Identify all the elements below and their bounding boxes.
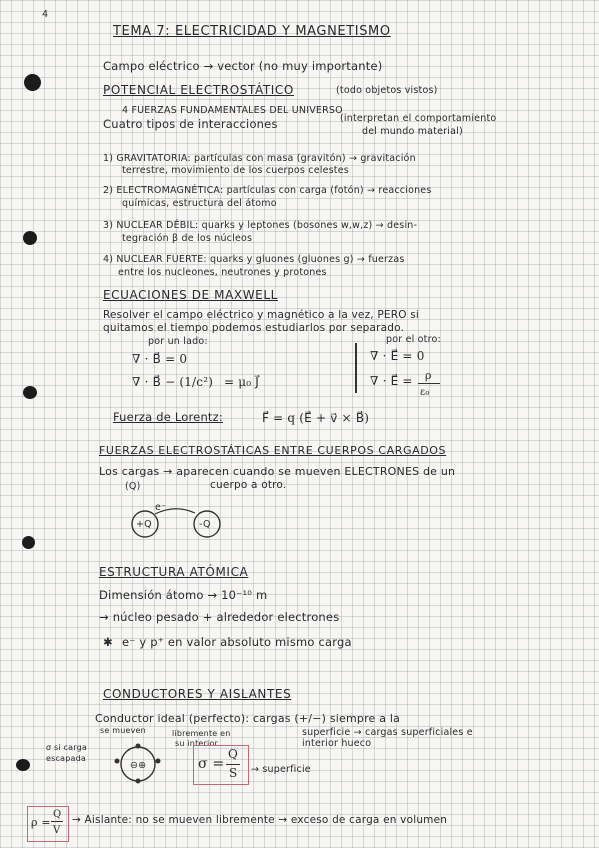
rho-numerator: Q — [53, 809, 62, 820]
maxwell-eq-div-e: ∇ · E⃗ = 0 — [370, 349, 425, 363]
fuerzas-line-1: Los cargas → aparecen cuando se mueven ELECTRONES de un — [99, 465, 456, 478]
fuerzas-line-2: cuerpo a otro. — [210, 479, 287, 491]
note-left-1: se mueven — [100, 726, 146, 735]
margin-note-2: escapada — [46, 754, 86, 763]
fraction-bar — [418, 383, 440, 384]
sigma-lhs: σ = — [198, 756, 225, 772]
conductores-line-3: interior hueco — [302, 738, 372, 749]
maxwell-eq-ampere-rhs: = μ₀ J⃗ — [224, 375, 260, 389]
por-el-otro: por el otro: — [386, 334, 441, 345]
atom-label: ⊖⊕ — [130, 760, 147, 771]
conductores-line-1: Conductor ideal (perfecto): cargas (+/−) siempre a la — [95, 712, 401, 725]
sigma-numerator: Q — [228, 747, 239, 761]
margin-note-1: σ si carga — [46, 743, 87, 752]
positive-label: +Q — [136, 519, 152, 530]
interaction-item-4b: entre los nucleones, neutrones y protones — [118, 267, 327, 278]
gauss-numerator: ρ — [425, 369, 432, 382]
page-number: 4 — [42, 9, 49, 20]
tipos-line: Cuatro tipos de interacciones — [103, 117, 278, 131]
intro-line: Campo eléctrico → vector (no muy importante) — [103, 59, 383, 73]
interaction-item-3b: tegración β de los núcleos — [122, 233, 253, 244]
rho-denominator: V — [53, 825, 61, 836]
rho-lhs: ρ = — [31, 816, 51, 829]
aislante-line: → Aislante: no se mueven libremente → exceso de carga en volumen — [72, 814, 448, 826]
estructura-line-3: e⁻ y p⁺ en valor absoluto mismo carga — [122, 635, 352, 649]
interaction-item-3: 3) NUCLEAR DÉBIL: quarks y leptones (bosones w,w,z) → desin- — [103, 220, 418, 231]
interaction-item-2: 2) ELECTROMAGNÉTICA: partículas con carga (fotón) → reacciones — [103, 185, 432, 196]
sigma-fraction-bar — [226, 764, 240, 765]
maxwell-eq-ampere: ∇ · B⃗ − (1/c²) — [132, 375, 214, 389]
note-left-3: su interior — [175, 739, 219, 748]
note-left-2: libremente en — [172, 729, 231, 738]
maxwell-eq-gauss: ∇ · E⃗ = — [370, 374, 413, 388]
maxwell-eq-div-b: ∇ · B⃗ = 0 — [132, 352, 188, 366]
maxwell-line-2: quitamos el tiempo podemos estudiarlos por separado. — [103, 322, 405, 334]
conductores-heading: CONDUCTORES Y AISLANTES — [103, 687, 292, 701]
punch-hole — [24, 74, 41, 91]
fuerzas-line: 4 FUERZAS FUNDAMENTALES DEL UNIVERSO — [122, 105, 343, 116]
fuerzas-cargados-heading: FUERZAS ELECTROSTÁTICAS ENTRE CUERPOS CARGADOS — [99, 444, 447, 457]
conductores-line-2: superficie → cargas superficiales e — [302, 727, 473, 738]
charge-q: (Q) — [125, 481, 141, 492]
sigma-denominator: S — [229, 766, 238, 780]
gauss-denominator: ε₀ — [420, 387, 430, 398]
interaction-item-1b: terrestre, movimiento de los cuerpos celestes — [122, 165, 349, 176]
por-un-lado: por un lado: — [148, 336, 208, 347]
punch-hole — [16, 759, 30, 771]
tipos-note-2: del mundo material) — [362, 126, 463, 137]
potencial-heading: POTENCIAL ELECTROSTÁTICO — [103, 83, 294, 97]
interaction-item-4: 4) NUCLEAR FUERTE: quarks y gluones (gluones g) → fuerzas — [103, 254, 405, 265]
punch-hole — [22, 536, 35, 549]
negative-label: -Q — [199, 519, 211, 530]
estructura-heading: ESTRUCTURA ATÓMICA — [99, 565, 249, 579]
electron-label: e⁻ — [155, 502, 167, 513]
interaction-item-1: 1) GRAVITATORIA: partículas con masa (gravitón) → gravitación — [103, 153, 416, 164]
page-title: TEMA 7: ELECTRICIDAD Y MAGNETISMO — [113, 24, 391, 39]
star-icon: ✱ — [103, 635, 113, 649]
superficie-label: → superficie — [251, 764, 311, 775]
estructura-line-2: → núcleo pesado + alrededor electrones — [99, 610, 340, 624]
lorentz-label: Fuerza de Lorentz: — [113, 410, 223, 424]
rho-fraction-bar — [51, 821, 63, 822]
punch-hole — [23, 386, 37, 399]
equation-divider — [355, 343, 357, 393]
lorentz-equation: F⃗ = q (E⃗ + v⃗ × B⃗) — [262, 411, 370, 425]
tipos-note-1: (interpretan el comportamiento — [340, 113, 497, 124]
interaction-item-2b: químicas, estructura del átomo — [122, 198, 277, 209]
maxwell-heading: ECUACIONES DE MAXWELL — [103, 288, 278, 302]
punch-hole — [23, 231, 37, 245]
maxwell-line-1: Resolver el campo eléctrico y magnético a la vez, PERO si — [103, 309, 420, 321]
estructura-line-1: Dimensión átomo → 10⁻¹⁰ m — [99, 588, 268, 602]
potencial-note: (todo objetos vistos) — [336, 85, 438, 96]
